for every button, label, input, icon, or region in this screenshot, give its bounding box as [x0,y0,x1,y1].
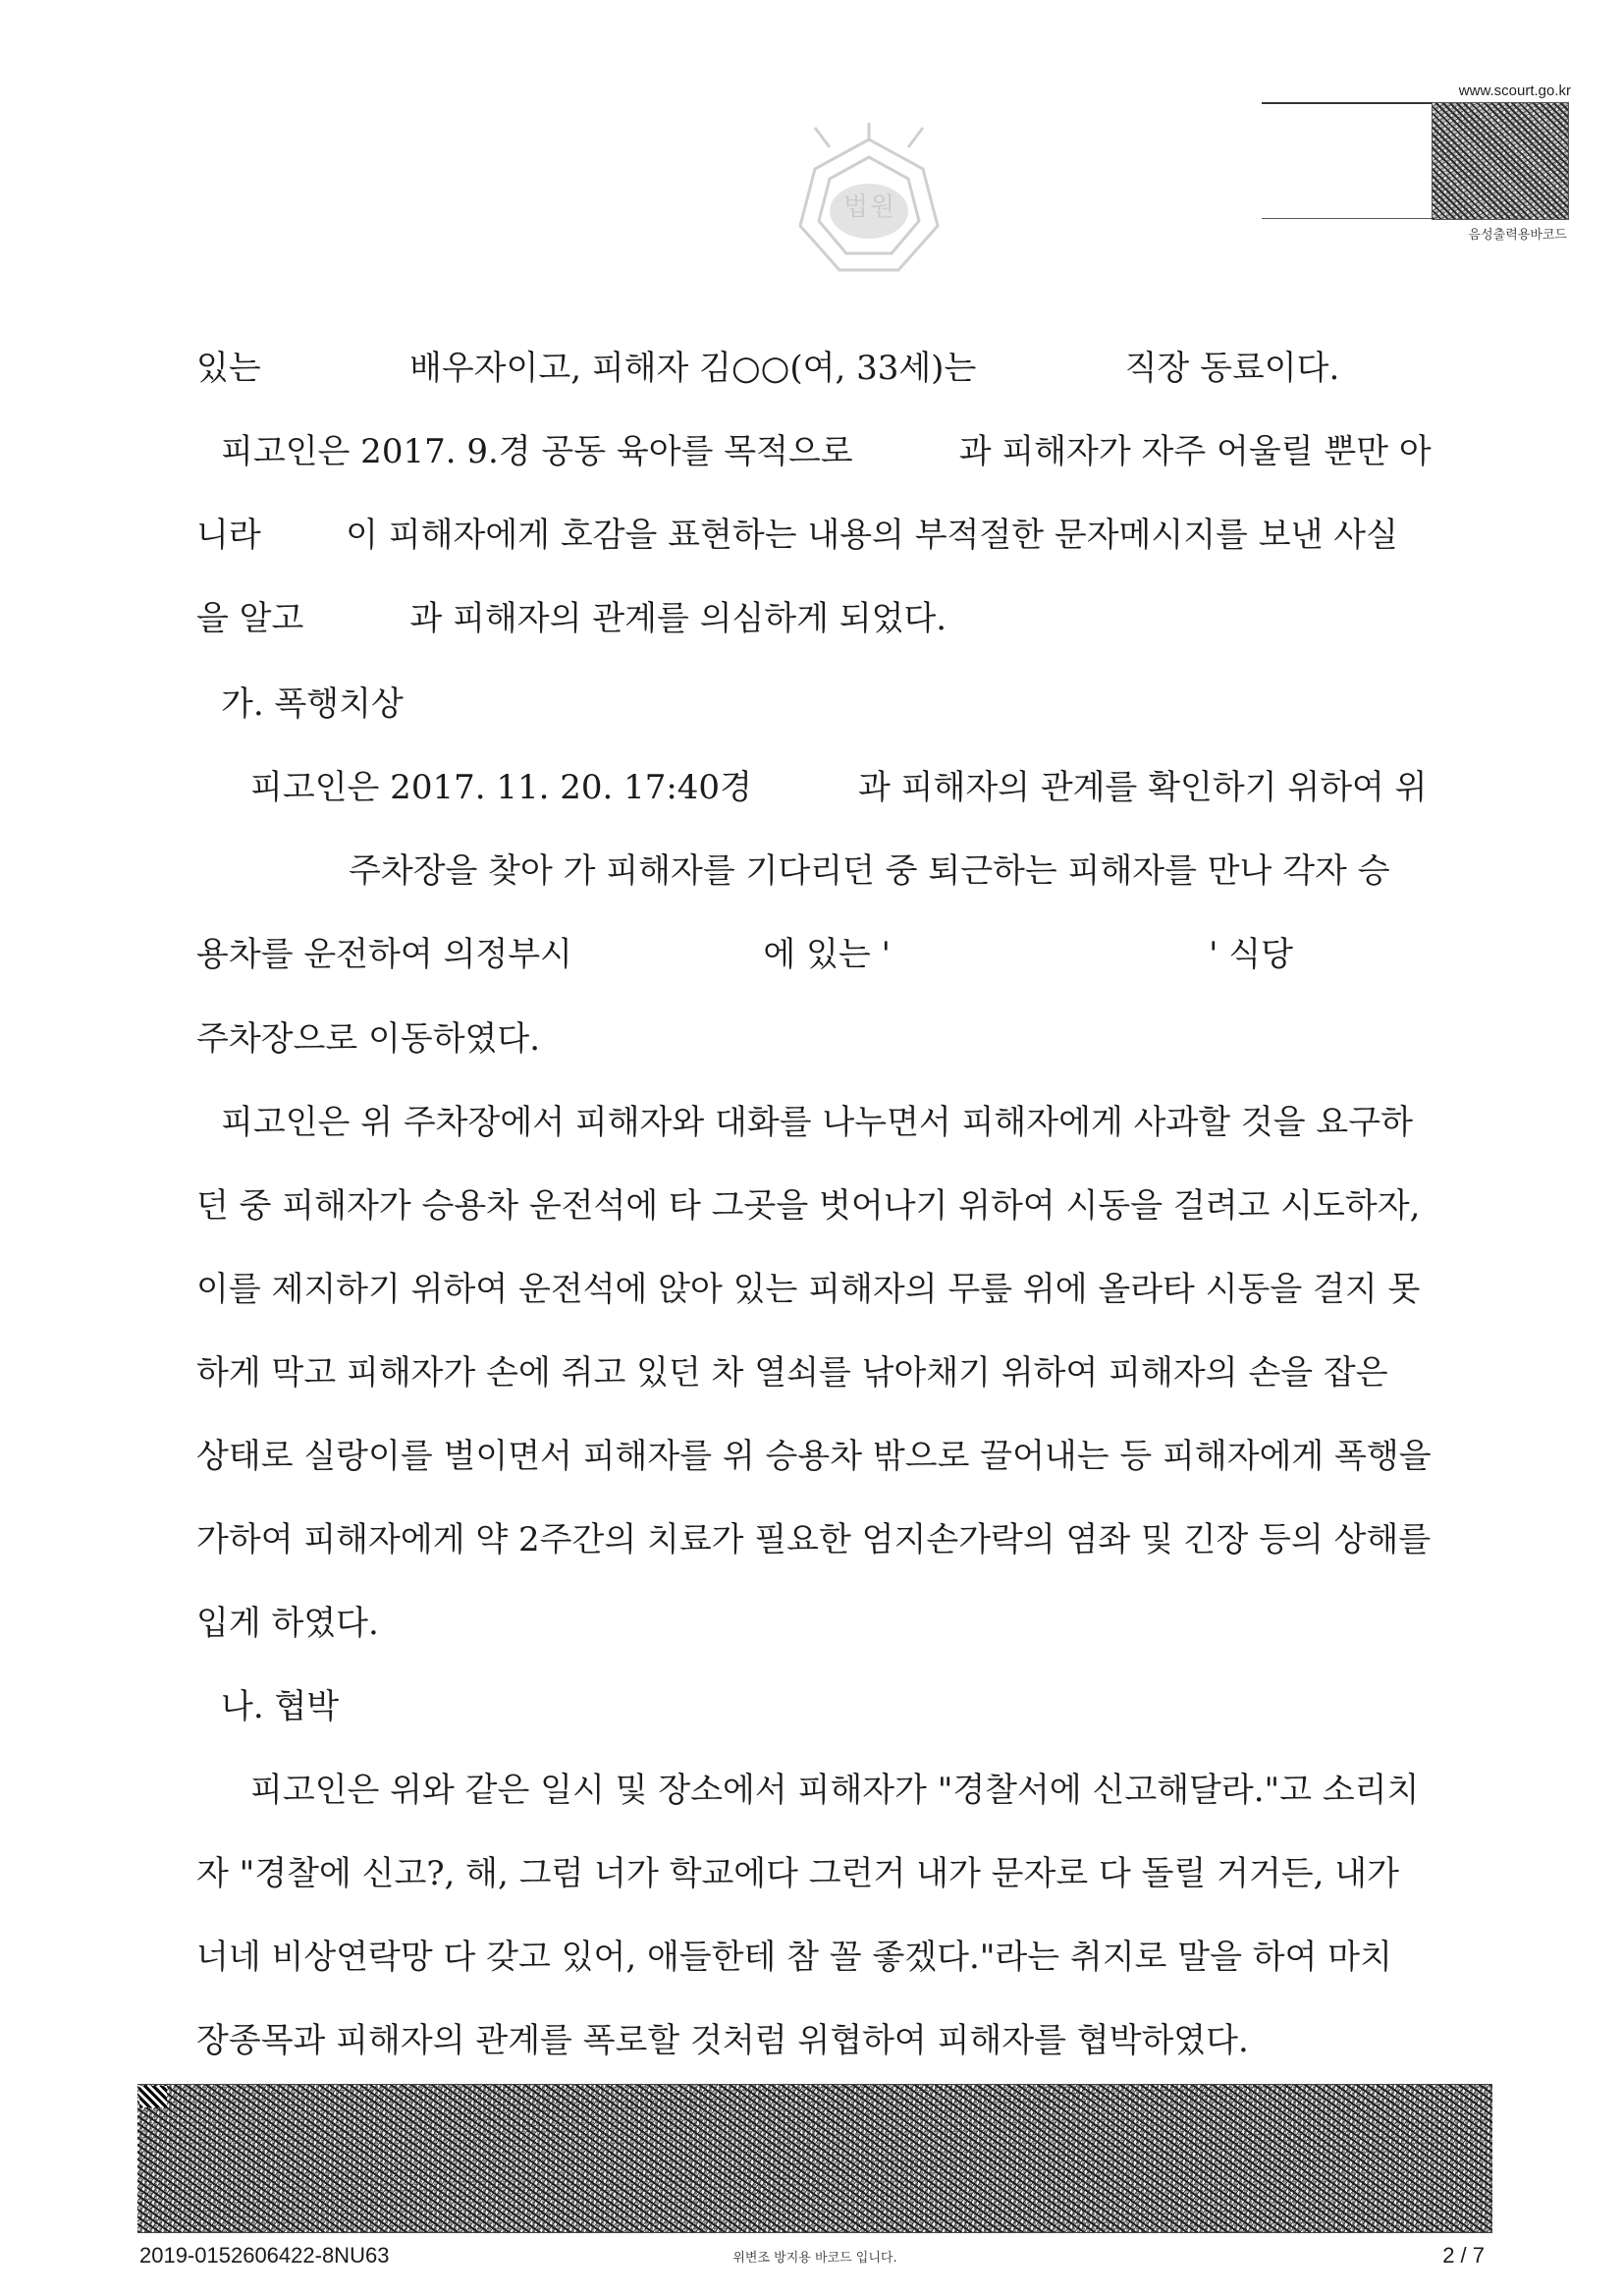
body-line: 주차장을 찾아 가 피해자를 기다리던 중 퇴근하는 피해자를 만나 각자 승 [349,851,1390,891]
document-id: 2019-0152606422-8NU63 [139,2243,390,2268]
body-line: 너네 비상연락망 다 갖고 있어, 애들한테 참 꼴 좋겠다."라는 취지로 말을 하여 마치 [196,1938,1392,1977]
barcode-caption: 음성출력용바코드 [1468,228,1567,243]
body-line: 이를 제지하기 위하여 운전석에 앉아 있는 피해자의 무릎 위에 올라타 시동을 걸지 못 [196,1270,1421,1309]
body-line: 상태로 실랑이를 벌이면서 피해자를 위 승용차 밖으로 끌어내는 등 피해자에게 폭행을 [196,1437,1432,1476]
barcode-corner-mark [139,2086,167,2107]
barcode-notice: 위변조 방지용 바코드 입니다. [732,2251,897,2266]
body-line: 니라 이 피해자에게 호감을 표현하는 내용의 부적절한 문자메시지를 보낸 사실 [196,516,1398,555]
body-line: 있는 배우자이고, 피해자 김○○(여, 33세)는 직장 동료이다. [196,349,1340,388]
anti-forgery-barcode-image [137,2084,1492,2233]
body-line: 입게 하였다. [196,1604,379,1643]
body-line: 장종목과 피해자의 관계를 폭로할 것처럼 위협하여 피해자를 협박하였다. [196,2021,1249,2060]
section-heading: 나. 협박 [221,1687,340,1726]
body-line: 피고인은 2017. 9.경 공동 육아를 목적으로 과 피해자가 자주 어울릴 뿐만 아 [221,432,1432,471]
body-line: 하게 막고 피해자가 손에 쥐고 있던 차 열쇠를 낚아채기 위하여 피해자의 손을 잡은 [196,1353,1388,1393]
body-line: 피고인은 위와 같은 일시 및 장소에서 피해자가 "경찰서에 신고해달라."고 소리치 [250,1771,1420,1810]
site-url: www.scourt.go.kr [1458,82,1571,99]
body-line: 용차를 운전하여 의정부시 에 있는 ' ' 식당 [196,935,1293,974]
body-line: 가하여 피해자에게 약 2주간의 치료가 필요한 엄지손가락의 염좌 및 긴장 등의 상해를 [196,1520,1432,1559]
body-line: 주차장으로 이동하였다. [196,1019,541,1059]
body-line: 피고인은 2017. 11. 20. 17:40경 과 피해자의 관계를 확인하기 위하여 위 [250,768,1428,807]
header-rule [1262,218,1434,219]
header-rule [1262,102,1434,104]
body-line: 을 알고 과 피해자의 관계를 의심하게 되었다. [196,599,947,638]
emblem-text: 법원 [842,192,897,222]
page-number: 2 / 7 [1442,2243,1485,2268]
body-line: 던 중 피해자가 승용차 운전석에 타 그곳을 벗어나기 위하여 시동을 걸려고 시도하자, [196,1186,1421,1226]
body-line: 피고인은 위 주차장에서 피해자와 대화를 나누면서 피해자에게 사과할 것을 요구하 [221,1103,1413,1142]
body-line: 자 "경찰에 신고?, 해, 그럼 너가 학교에다 그런거 내가 문자로 다 돌릴 거거든, 내가 [196,1854,1399,1893]
section-heading: 가. 폭행치상 [221,684,404,724]
audio-barcode-image [1432,102,1569,220]
